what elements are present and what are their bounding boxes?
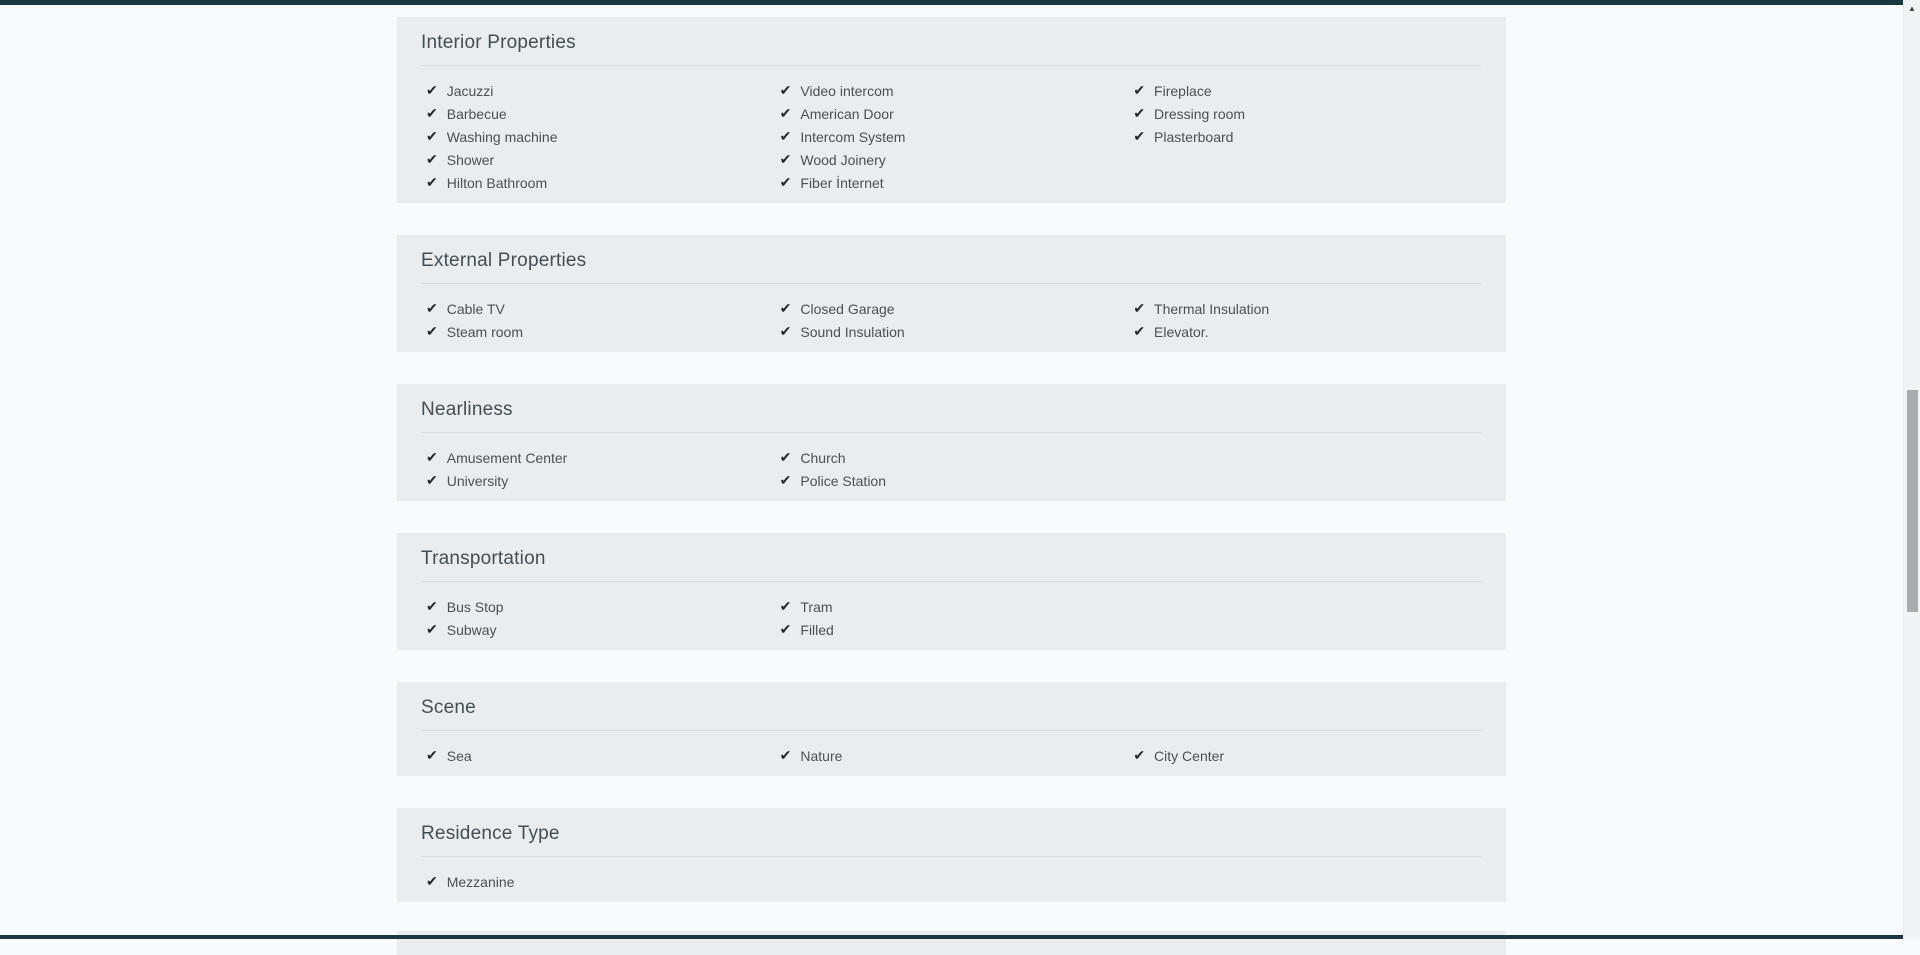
check-icon: ✔ bbox=[426, 472, 438, 488]
check-icon: ✔ bbox=[426, 82, 438, 98]
check-icon: ✔ bbox=[779, 598, 792, 614]
feature-label: Mezzanine bbox=[446, 874, 515, 890]
check-icon: ✔ bbox=[1133, 105, 1146, 121]
section-card bbox=[397, 17, 1506, 203]
feature-label: Bus Stop bbox=[446, 599, 504, 615]
feature-item bbox=[421, 126, 775, 149]
feature-item bbox=[775, 447, 1129, 470]
feature-label: Dressing room bbox=[1154, 106, 1246, 122]
section-divider bbox=[421, 432, 1482, 433]
feature-item bbox=[1128, 298, 1482, 321]
feature-item bbox=[1128, 745, 1482, 768]
check-icon: ✔ bbox=[1133, 300, 1146, 316]
feature-item bbox=[421, 321, 775, 344]
section-card bbox=[397, 533, 1506, 650]
feature-label: Intercom System bbox=[800, 129, 906, 145]
check-icon: ✔ bbox=[426, 105, 438, 121]
window-edge-top bbox=[0, 0, 1903, 5]
vertical-scrollbar[interactable] bbox=[1903, 0, 1920, 939]
feature-label: Hilton Bathroom bbox=[446, 175, 548, 191]
feature-label: Police Station bbox=[800, 473, 886, 489]
feature-list bbox=[421, 80, 1482, 195]
section-title: Scene bbox=[421, 697, 476, 718]
check-icon: ✔ bbox=[426, 873, 438, 889]
listing-feature-sections bbox=[397, 5, 1506, 902]
feature-item bbox=[421, 103, 775, 126]
section-divider bbox=[421, 856, 1482, 857]
check-icon: ✔ bbox=[1133, 747, 1146, 763]
feature-label: Subway bbox=[446, 622, 497, 638]
feature-label: Video intercom bbox=[800, 83, 894, 99]
section-divider bbox=[421, 65, 1482, 66]
section-card bbox=[397, 682, 1506, 776]
check-icon: ✔ bbox=[779, 82, 792, 98]
check-icon: ✔ bbox=[426, 598, 438, 614]
feature-item bbox=[421, 470, 775, 493]
feature-label: Fireplace bbox=[1154, 83, 1212, 99]
feature-label: Church bbox=[800, 450, 846, 466]
feature-item bbox=[1128, 126, 1482, 149]
feature-item bbox=[421, 298, 775, 321]
check-icon: ✔ bbox=[1133, 82, 1146, 98]
feature-item bbox=[775, 619, 1129, 642]
feature-label: Tram bbox=[800, 599, 833, 615]
section-title: Residence Type bbox=[421, 823, 560, 844]
scrollbar-up-button[interactable]: ▲ bbox=[1908, 4, 1916, 13]
check-icon: ✔ bbox=[426, 300, 438, 316]
section-card bbox=[397, 235, 1506, 352]
feature-item bbox=[775, 126, 1129, 149]
feature-item bbox=[775, 470, 1129, 493]
feature-item bbox=[775, 298, 1129, 321]
feature-label: Wood Joinery bbox=[800, 152, 886, 168]
window-edge-bottom bbox=[0, 935, 1903, 939]
check-icon: ✔ bbox=[779, 174, 792, 190]
section-title: Interior Properties bbox=[421, 32, 576, 53]
feature-label: Plasterboard bbox=[1154, 129, 1234, 145]
feature-label: Filled bbox=[800, 622, 834, 638]
feature-item bbox=[775, 745, 1129, 768]
check-icon: ✔ bbox=[1133, 323, 1146, 339]
feature-item bbox=[421, 596, 775, 619]
section-divider bbox=[421, 581, 1482, 582]
check-icon: ✔ bbox=[426, 621, 438, 637]
feature-item bbox=[1128, 321, 1482, 344]
feature-item bbox=[775, 321, 1129, 344]
section-title: Transportation bbox=[421, 548, 546, 569]
feature-item bbox=[775, 80, 1129, 103]
feature-label: Amusement Center bbox=[446, 450, 568, 466]
feature-item bbox=[421, 745, 775, 768]
feature-label: Elevator. bbox=[1154, 324, 1209, 340]
section-title: Nearliness bbox=[421, 399, 513, 420]
feature-list bbox=[421, 596, 1482, 642]
feature-item bbox=[1128, 80, 1482, 103]
feature-label: Sea bbox=[446, 748, 472, 764]
feature-item bbox=[421, 619, 775, 642]
feature-label: Sound Insulation bbox=[800, 324, 905, 340]
check-icon: ✔ bbox=[779, 323, 792, 339]
check-icon: ✔ bbox=[426, 449, 438, 465]
feature-label: University bbox=[446, 473, 509, 489]
feature-label: Steam room bbox=[446, 324, 523, 340]
check-icon: ✔ bbox=[779, 621, 792, 637]
feature-label: Nature bbox=[800, 748, 843, 764]
feature-label: City Center bbox=[1154, 748, 1225, 764]
feature-list bbox=[421, 298, 1482, 344]
check-icon: ✔ bbox=[779, 747, 792, 763]
check-icon: ✔ bbox=[426, 747, 438, 763]
check-icon: ✔ bbox=[779, 151, 792, 167]
feature-label: Jacuzzi bbox=[446, 83, 494, 99]
check-icon: ✔ bbox=[779, 300, 792, 316]
feature-label: Thermal Insulation bbox=[1154, 301, 1270, 317]
page-viewport bbox=[0, 5, 1903, 939]
check-icon: ✔ bbox=[779, 128, 792, 144]
check-icon: ✔ bbox=[426, 151, 438, 167]
section-card bbox=[397, 808, 1506, 902]
check-icon: ✔ bbox=[1133, 128, 1146, 144]
feature-label: Barbecue bbox=[446, 106, 507, 122]
feature-label: American Door bbox=[800, 106, 894, 122]
feature-label: Closed Garage bbox=[800, 301, 895, 317]
feature-label: Washing machine bbox=[446, 129, 558, 145]
feature-item bbox=[775, 103, 1129, 126]
feature-item bbox=[775, 149, 1129, 172]
section-divider bbox=[421, 283, 1482, 284]
feature-list bbox=[421, 447, 1482, 493]
feature-item bbox=[775, 596, 1129, 619]
feature-list bbox=[421, 871, 1482, 894]
check-icon: ✔ bbox=[779, 105, 792, 121]
feature-item bbox=[421, 80, 775, 103]
section-card bbox=[397, 384, 1506, 501]
section-divider bbox=[421, 730, 1482, 731]
scrollbar-thumb[interactable] bbox=[1907, 390, 1918, 612]
check-icon: ✔ bbox=[426, 323, 438, 339]
feature-item bbox=[1128, 103, 1482, 126]
check-icon: ✔ bbox=[426, 128, 438, 144]
check-icon: ✔ bbox=[426, 174, 438, 190]
section-title: External Properties bbox=[421, 250, 587, 271]
feature-item bbox=[421, 172, 775, 195]
feature-list bbox=[421, 745, 1482, 768]
feature-item bbox=[421, 871, 775, 894]
feature-item bbox=[421, 447, 775, 470]
feature-item bbox=[421, 149, 775, 172]
feature-label: Cable TV bbox=[446, 301, 505, 317]
check-icon: ✔ bbox=[779, 449, 792, 465]
feature-label: Fiber İnternet bbox=[800, 175, 884, 191]
check-icon: ✔ bbox=[779, 472, 792, 488]
feature-label: Shower bbox=[446, 152, 495, 168]
feature-item bbox=[775, 172, 1129, 195]
